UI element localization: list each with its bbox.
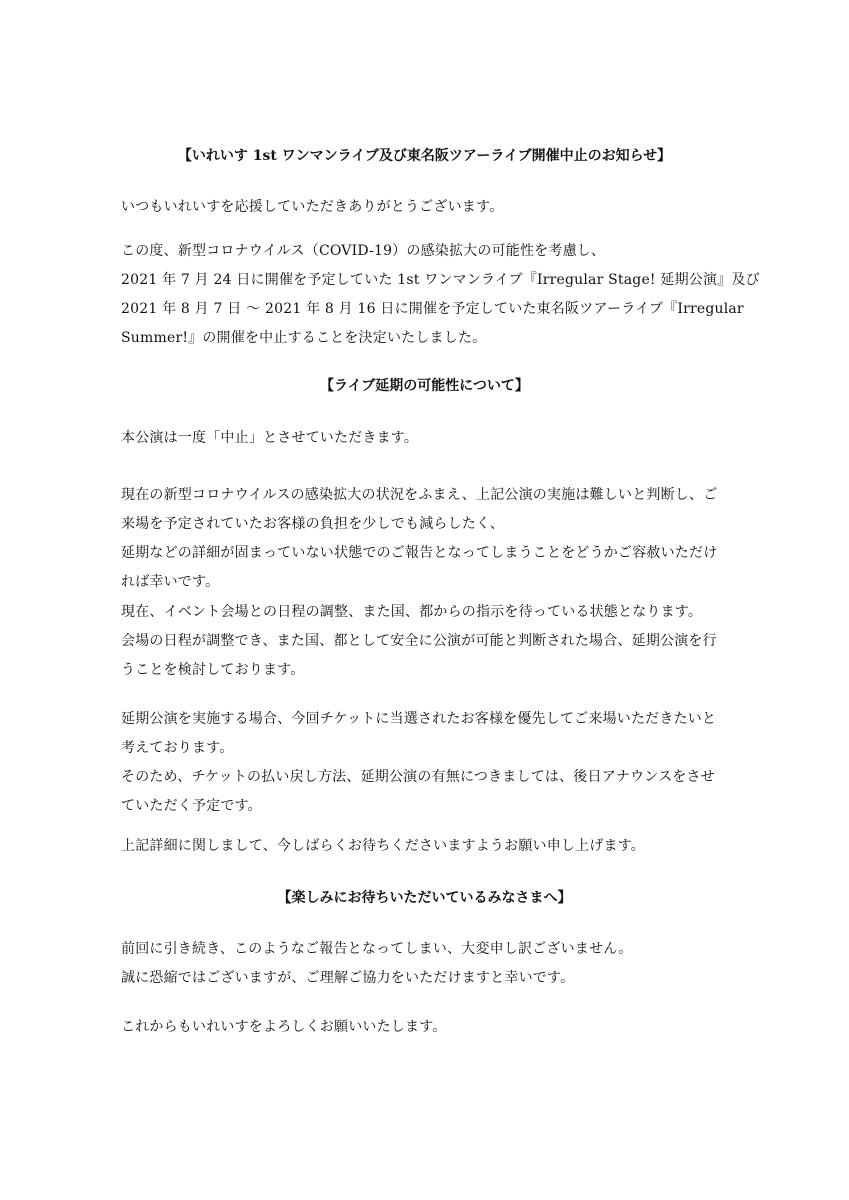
paragraph-line: 2021 年 7 月 24 日に開催を予定していた 1st ワンマンライブ『Irregular Stage! 延期公演』及び — [121, 272, 760, 288]
cancellation-paragraph — [121, 424, 741, 453]
section-heading-to-fans: 【楽しみにお待ちいただいているみなさまへ】 — [277, 890, 572, 906]
apology-paragraph — [121, 935, 741, 993]
paragraph-line: 延期などの詳細が固まっていない状態でのご報告となってしまうことをどうかご容赦いただけ — [121, 545, 718, 561]
schedule-paragraph — [121, 598, 741, 685]
paragraph-line: れば幸いです。 — [121, 574, 220, 590]
paragraph-line: これからもいれいすをよろしくお願いいたします。 — [121, 1019, 447, 1035]
paragraph-line: 上記詳細に関しまして、今しばらくお待ちくださいますようお願い申し上げます。 — [121, 838, 645, 854]
ticket-paragraph — [121, 705, 741, 821]
document-title: 【いれいす 1st ワンマンライブ及び東名阪ツアーライブ開催中止のお知らせ】 — [177, 148, 672, 164]
paragraph-line: 誠に恐縮ではございますが、ご理解ご協力をいただけますと幸いです。 — [121, 970, 575, 986]
paragraph-line: 現在の新型コロナウイルスの感染拡大の状況をふまえ、上記公演の実施は難しいと判断し、ご — [121, 487, 718, 503]
paragraph-line: 考えております。 — [121, 740, 234, 756]
situation-paragraph — [121, 481, 741, 597]
paragraph-line: いつもいれいすを応援していただきありがとうございます。 — [121, 199, 504, 215]
wait-paragraph — [121, 832, 741, 861]
paragraph-line: 前回に引き続き、このようなご報告となってしまい、大変申し訳ございません。 — [121, 941, 633, 957]
paragraph-line: 会場の日程が調整でき、また国、都として安全に公演が可能と判断された場合、延期公演を行 — [121, 633, 717, 649]
section-heading-postponement: 【ライブ延期の可能性について】 — [320, 378, 529, 394]
paragraph-line: 2021 年 8 月 7 日 ～ 2021 年 8 月 16 日に開催を予定していた東名阪ツアーライブ『Irregular — [121, 301, 744, 317]
paragraph-line: 本公演は一度「中止」とさせていただきます。 — [121, 430, 419, 446]
intro-paragraph — [121, 237, 760, 353]
paragraph-line: ていただく予定です。 — [121, 798, 262, 814]
paragraph-line: 延期公演を実施する場合、今回チケットに当選されたお客様を優先してご来場いただきたいと — [121, 711, 717, 727]
paragraph-line: うことを検討しております。 — [121, 662, 305, 678]
greeting-paragraph — [121, 193, 741, 222]
closing-paragraph — [121, 1013, 741, 1042]
paragraph-line: 来場を予定されていたお客様の負担を少しでも減らしたく、 — [121, 516, 505, 532]
paragraph-line: 現在、イベント会場との日程の調整、また国、都からの指示を待っている状態となります。 — [121, 604, 703, 620]
paragraph-line: Summer!』の開催を中止することを決定いたしました。 — [121, 330, 487, 346]
paragraph-line: この度、新型コロナウイルス（COVID-19）の感染拡大の可能性を考慮し、 — [121, 243, 606, 259]
paragraph-line: そのため、チケットの払い戻し方法、延期公演の有無につきましては、後日アナウンスをさせ — [121, 769, 715, 785]
